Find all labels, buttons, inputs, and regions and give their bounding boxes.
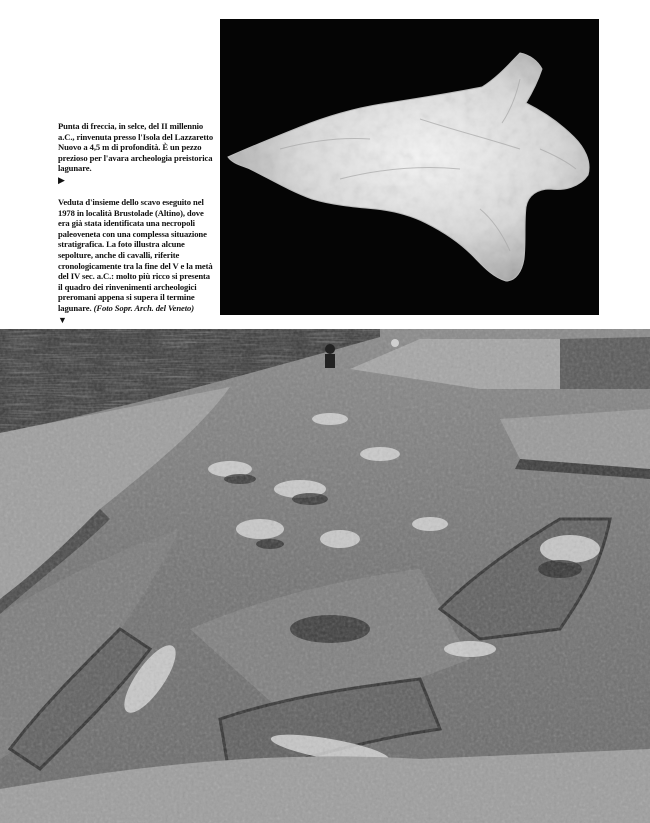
arrowhead-caption-text: Punta di freccia, in selce, del II millennio a.C., rinvenuta presso l'Isola del Lazzaretto Nuovo a 4,5 m di profondità. È un pezzo prezioso per l'avara archeologia preistorica lagunare. — [58, 121, 214, 174]
photo-credit: (Foto Sopr. Arch. del Veneto) — [93, 302, 195, 313]
flint-arrowhead-image — [220, 19, 599, 315]
excavation-photo — [0, 329, 650, 823]
right-arrow-icon: ▶ — [58, 174, 65, 185]
excavation-caption-text: Veduta d'insieme dello scavo eseguito nel 1978 in località Brustolade (Altino), dove era già stata identificata una necropoli paleoveneta con una complessa situazione stratigrafica. La foto illustra alcune sepolture, anche di cavalli, riferite cronologicamente tra la fine del V e la metà del IV sec. a.C.: molto più ricco si presenta il quadro dei rinvenimenti archeologici preromani appena si supera il termine lagunare. — [58, 197, 213, 313]
down-arrow-icon: ▼ — [58, 314, 67, 325]
excavation-caption — [58, 197, 216, 325]
arrowhead-caption — [58, 121, 216, 185]
arrowhead-photo — [220, 19, 599, 315]
excavation-site-image — [0, 329, 650, 823]
